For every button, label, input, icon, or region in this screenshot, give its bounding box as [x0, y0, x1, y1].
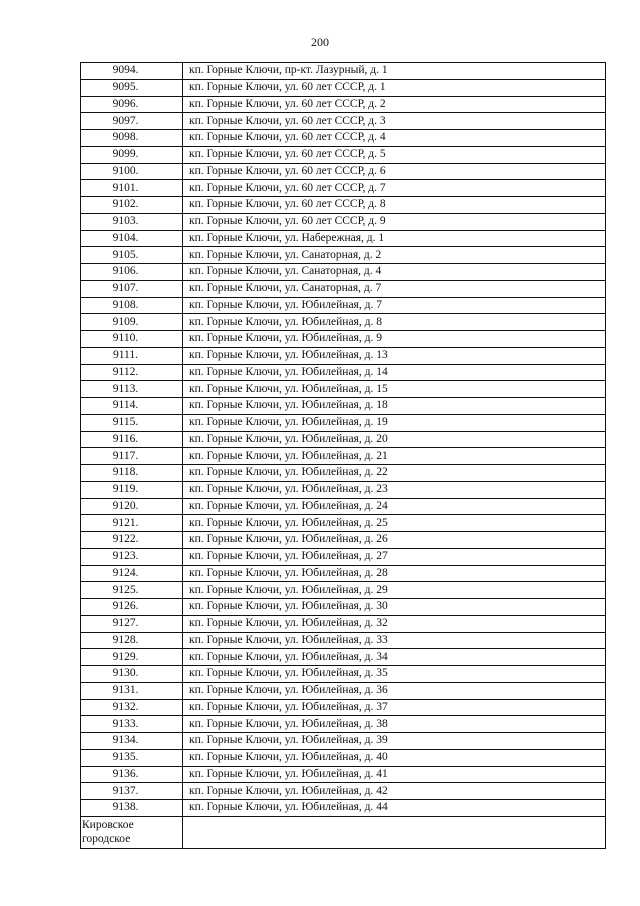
row-number: 9135.: [81, 749, 183, 766]
row-address: кп. Горные Ключи, ул. 60 лет СССР, д. 9: [183, 213, 606, 230]
row-number: 9112.: [81, 364, 183, 381]
row-number: 9119.: [81, 481, 183, 498]
table-row: [81, 465, 606, 482]
row-address: кп. Горные Ключи, ул. 60 лет СССР, д. 4: [183, 130, 606, 147]
row-address: кп. Горные Ключи, ул. 60 лет СССР, д. 8: [183, 197, 606, 214]
row-number: 9102.: [81, 197, 183, 214]
row-number: 9103.: [81, 213, 183, 230]
row-address: кп. Горные Ключи, ул. Юбилейная, д. 29: [183, 582, 606, 599]
row-address: кп. Горные Ключи, ул. 60 лет СССР, д. 3: [183, 113, 606, 130]
row-number: 9130.: [81, 666, 183, 683]
address-table: [80, 62, 606, 849]
row-address: кп. Горные Ключи, пр-кт. Лазурный, д. 1: [183, 63, 606, 80]
section-name-line1: Кировское: [82, 818, 134, 831]
row-number: 9124.: [81, 565, 183, 582]
table-row: [81, 163, 606, 180]
section-empty-cell: [183, 816, 606, 848]
row-number: 9133.: [81, 716, 183, 733]
table-row: [81, 733, 606, 750]
row-address: кп. Горные Ключи, ул. Юбилейная, д. 30: [183, 599, 606, 616]
row-number: 9105.: [81, 247, 183, 264]
section-name: [81, 816, 183, 848]
table-row: [81, 599, 606, 616]
row-address: кп. Горные Ключи, ул. Юбилейная, д. 7: [183, 297, 606, 314]
row-number: 9116.: [81, 431, 183, 448]
row-number: 9101.: [81, 180, 183, 197]
row-number: 9109.: [81, 314, 183, 331]
table-row: [81, 481, 606, 498]
row-address: кп. Горные Ключи, ул. Юбилейная, д. 44: [183, 800, 606, 817]
table-row: [81, 264, 606, 281]
table-row: [81, 532, 606, 549]
row-number: 9107.: [81, 280, 183, 297]
row-number: 9117.: [81, 448, 183, 465]
row-address: кп. Горные Ключи, ул. Юбилейная, д. 18: [183, 398, 606, 415]
table-row: [81, 414, 606, 431]
table-row: [81, 582, 606, 599]
row-number: 9099.: [81, 146, 183, 163]
row-number: 9123.: [81, 548, 183, 565]
table-row: [81, 280, 606, 297]
row-address: кп. Горные Ключи, ул. Юбилейная, д. 34: [183, 649, 606, 666]
table-row: [81, 180, 606, 197]
table-row: [81, 699, 606, 716]
row-address: кп. Горные Ключи, ул. 60 лет СССР, д. 6: [183, 163, 606, 180]
section-name-line2: городское: [82, 832, 131, 845]
row-address: кп. Горные Ключи, ул. Юбилейная, д. 26: [183, 532, 606, 549]
table-row: [81, 783, 606, 800]
table-row: [81, 498, 606, 515]
row-number: 9134.: [81, 733, 183, 750]
row-number: 9120.: [81, 498, 183, 515]
row-address: кп. Горные Ключи, ул. Юбилейная, д. 19: [183, 414, 606, 431]
row-address: кп. Горные Ключи, ул. Юбилейная, д. 36: [183, 682, 606, 699]
row-number: 9115.: [81, 414, 183, 431]
row-address: кп. Горные Ключи, ул. 60 лет СССР, д. 7: [183, 180, 606, 197]
table-row: [81, 314, 606, 331]
table-row: [81, 331, 606, 348]
table-row: [81, 79, 606, 96]
row-number: 9108.: [81, 297, 183, 314]
table-row: [81, 146, 606, 163]
table-row: [81, 431, 606, 448]
table-row: [81, 197, 606, 214]
table-row: [81, 448, 606, 465]
row-number: 9098.: [81, 130, 183, 147]
table-row: [81, 247, 606, 264]
row-address: кп. Горные Ключи, ул. Юбилейная, д. 23: [183, 481, 606, 498]
table-row: [81, 565, 606, 582]
row-number: 9129.: [81, 649, 183, 666]
row-address: кп. Горные Ключи, ул. Юбилейная, д. 32: [183, 615, 606, 632]
row-number: 9114.: [81, 398, 183, 415]
page-number: 200: [311, 35, 329, 49]
table-row: [81, 398, 606, 415]
table-row: [81, 766, 606, 783]
table-row: [81, 548, 606, 565]
row-address: кп. Горные Ключи, ул. Юбилейная, д. 41: [183, 766, 606, 783]
row-number: 9122.: [81, 532, 183, 549]
table-row: [81, 749, 606, 766]
table-row: [81, 364, 606, 381]
row-address: кп. Горные Ключи, ул. Набережная, д. 1: [183, 230, 606, 247]
row-number: 9118.: [81, 465, 183, 482]
row-address: кп. Горные Ключи, ул. Юбилейная, д. 42: [183, 783, 606, 800]
table-row: [81, 297, 606, 314]
table-row: [81, 666, 606, 683]
row-number: 9127.: [81, 615, 183, 632]
row-address: кп. Горные Ключи, ул. Юбилейная, д. 22: [183, 465, 606, 482]
row-address: кп. Горные Ключи, ул. Юбилейная, д. 14: [183, 364, 606, 381]
row-address: кп. Горные Ключи, ул. Юбилейная, д. 35: [183, 666, 606, 683]
row-address: кп. Горные Ключи, ул. Санаторная, д. 2: [183, 247, 606, 264]
row-number: 9095.: [81, 79, 183, 96]
row-number: 9106.: [81, 264, 183, 281]
row-address: кп. Горные Ключи, ул. Юбилейная, д. 25: [183, 515, 606, 532]
row-address: кп. Горные Ключи, ул. Юбилейная, д. 27: [183, 548, 606, 565]
table-row: [81, 213, 606, 230]
row-address: кп. Горные Ключи, ул. Юбилейная, д. 13: [183, 347, 606, 364]
table-row: [81, 63, 606, 80]
table-row: [81, 615, 606, 632]
table-row: [81, 515, 606, 532]
row-address: кп. Горные Ключи, ул. Юбилейная, д. 37: [183, 699, 606, 716]
table-row: [81, 230, 606, 247]
row-address: кп. Горные Ключи, ул. Санаторная, д. 4: [183, 264, 606, 281]
row-number: 9128.: [81, 632, 183, 649]
row-address: кп. Горные Ключи, ул. Юбилейная, д. 38: [183, 716, 606, 733]
row-address: кп. Горные Ключи, ул. Юбилейная, д. 21: [183, 448, 606, 465]
row-number: 9104.: [81, 230, 183, 247]
section-row: [81, 816, 606, 848]
table-row: [81, 800, 606, 817]
row-number: 9138.: [81, 800, 183, 817]
row-number: 9094.: [81, 63, 183, 80]
row-number: 9125.: [81, 582, 183, 599]
row-number: 9110.: [81, 331, 183, 348]
table-row: [81, 381, 606, 398]
row-address: кп. Горные Ключи, ул. 60 лет СССР, д. 5: [183, 146, 606, 163]
row-address: кп. Горные Ключи, ул. Юбилейная, д. 8: [183, 314, 606, 331]
table-row: [81, 347, 606, 364]
row-number: 9131.: [81, 682, 183, 699]
row-address: кп. Горные Ключи, ул. Юбилейная, д. 9: [183, 331, 606, 348]
row-number: 9132.: [81, 699, 183, 716]
row-number: 9113.: [81, 381, 183, 398]
address-table-body: [81, 63, 606, 849]
row-address: кп. Горные Ключи, ул. Юбилейная, д. 39: [183, 733, 606, 750]
row-number: 9137.: [81, 783, 183, 800]
table-row: [81, 632, 606, 649]
table-row: [81, 96, 606, 113]
row-number: 9111.: [81, 347, 183, 364]
row-address: кп. Горные Ключи, ул. Юбилейная, д. 33: [183, 632, 606, 649]
row-address: кп. Горные Ключи, ул. Санаторная, д. 7: [183, 280, 606, 297]
table-row: [81, 682, 606, 699]
table-row: [81, 716, 606, 733]
row-number: 9121.: [81, 515, 183, 532]
row-address: кп. Горные Ключи, ул. Юбилейная, д. 15: [183, 381, 606, 398]
row-address: кп. Горные Ключи, ул. Юбилейная, д. 20: [183, 431, 606, 448]
row-number: 9097.: [81, 113, 183, 130]
row-number: 9100.: [81, 163, 183, 180]
table-row: [81, 130, 606, 147]
row-number: 9126.: [81, 599, 183, 616]
table-row: [81, 113, 606, 130]
row-address: кп. Горные Ключи, ул. Юбилейная, д. 28: [183, 565, 606, 582]
row-number: 9096.: [81, 96, 183, 113]
row-address: кп. Горные Ключи, ул. Юбилейная, д. 40: [183, 749, 606, 766]
row-address: кп. Горные Ключи, ул. 60 лет СССР, д. 2: [183, 96, 606, 113]
row-number: 9136.: [81, 766, 183, 783]
table-row: [81, 649, 606, 666]
row-address: кп. Горные Ключи, ул. Юбилейная, д. 24: [183, 498, 606, 515]
row-address: кп. Горные Ключи, ул. 60 лет СССР, д. 1: [183, 79, 606, 96]
